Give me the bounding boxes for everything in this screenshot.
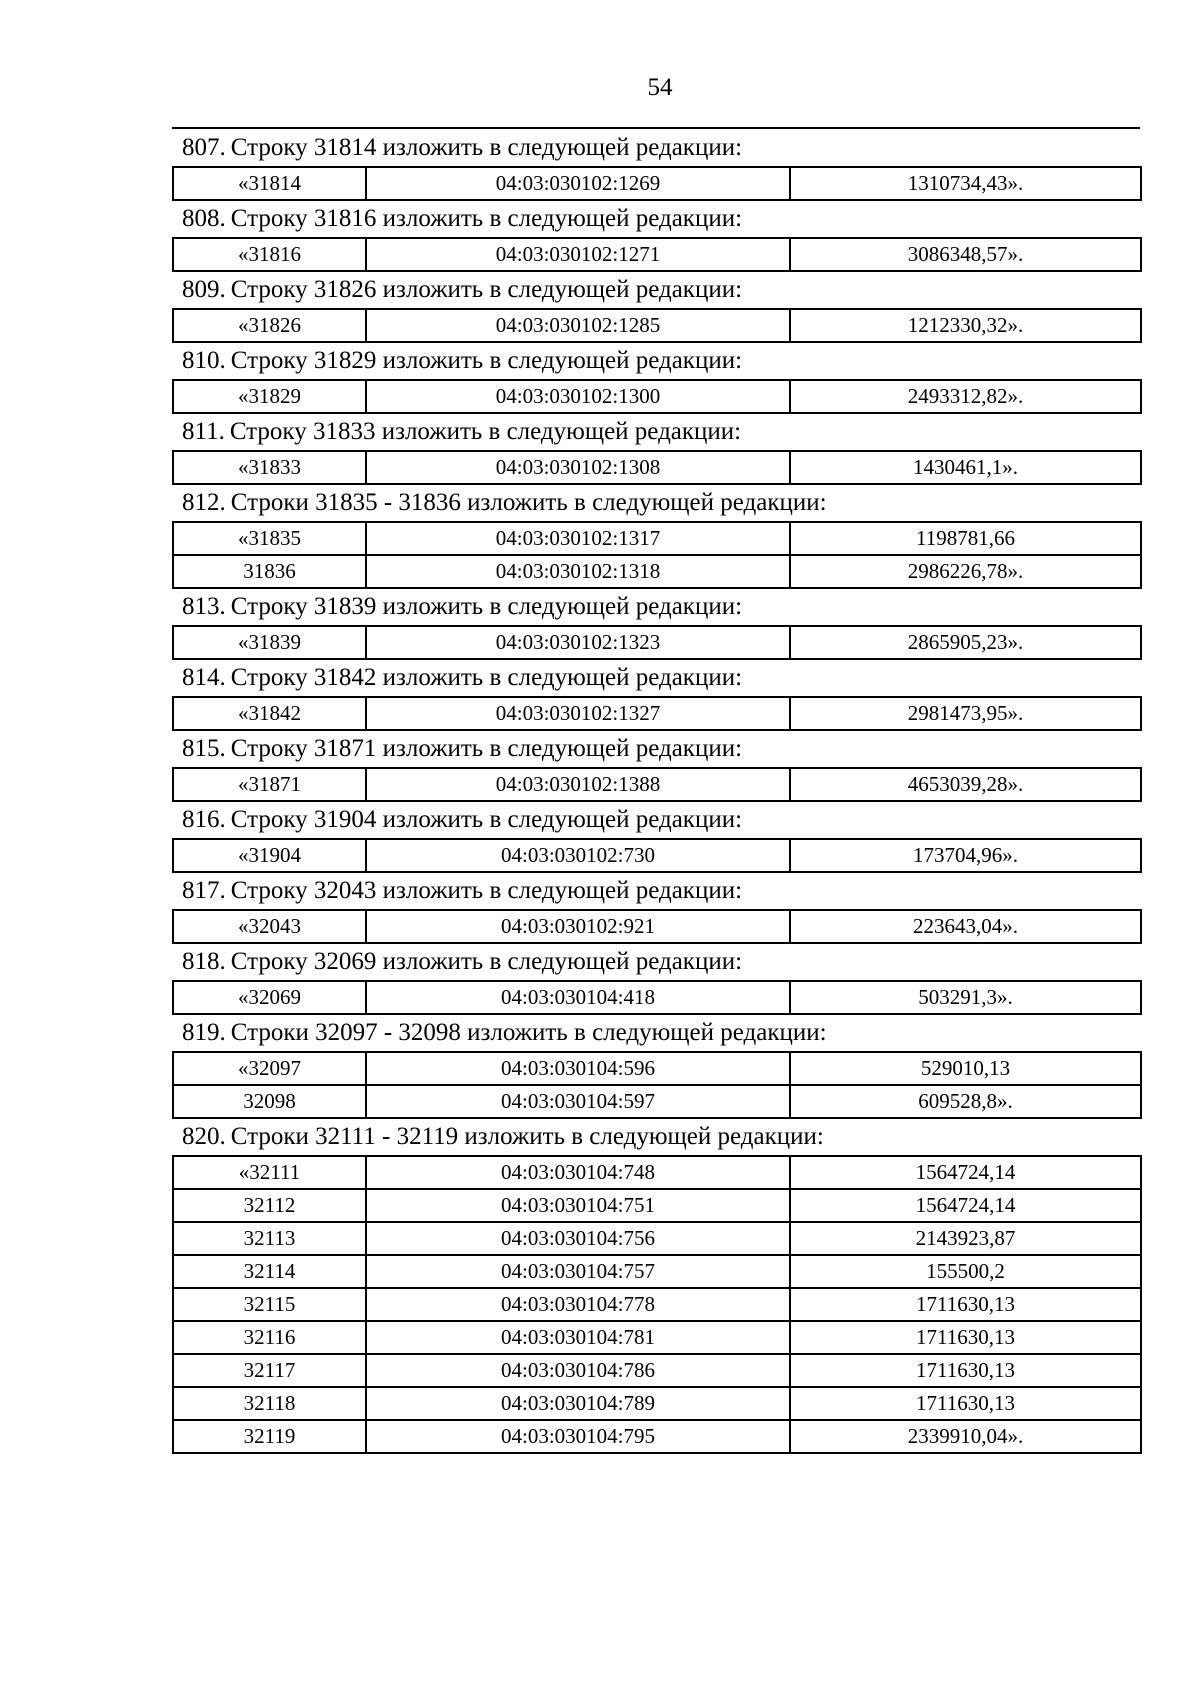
- cadastral-number-cell: 04:03:030102:1317: [366, 522, 790, 555]
- value-cell: 2143923,87: [790, 1222, 1141, 1255]
- section-number: 813.: [182, 593, 226, 620]
- amendment-table: [172, 1155, 1142, 1454]
- cadastral-number-cell: 04:03:030104:418: [366, 981, 790, 1014]
- cadastral-number-cell: 04:03:030102:1327: [366, 697, 790, 730]
- amendment-table: [172, 521, 1142, 589]
- section-heading: [172, 1119, 1140, 1155]
- amendment-table: [172, 308, 1142, 343]
- row-number-cell: «31842: [173, 697, 366, 730]
- amendment-table: [172, 909, 1142, 944]
- cadastral-number-cell: 04:03:030102:730: [366, 839, 790, 872]
- section-number: 815.: [182, 735, 226, 762]
- amendment-table: [172, 696, 1142, 731]
- value-cell: 2339910,04».: [790, 1420, 1141, 1453]
- section-heading: [172, 731, 1140, 767]
- row-number-cell: «31839: [173, 626, 366, 659]
- amendment-table: [172, 166, 1142, 201]
- row-number-cell: «31816: [173, 238, 366, 271]
- cadastral-number-cell: 04:03:030104:596: [366, 1052, 790, 1085]
- row-number-cell: «31814: [173, 167, 366, 200]
- section-number: 816.: [182, 806, 226, 833]
- section-number: 817.: [182, 877, 226, 904]
- section-instruction: Строку 31814 изложить в следующей редакции:: [230, 134, 743, 161]
- amendment-table: [172, 1051, 1142, 1119]
- amendment-table: [172, 625, 1142, 660]
- value-cell: 1711630,13: [790, 1354, 1141, 1387]
- value-cell: 1564724,14: [790, 1189, 1141, 1222]
- section-heading: [172, 130, 1140, 166]
- table-row: [173, 1420, 1141, 1453]
- header-rule: [172, 127, 1140, 129]
- document-body: [172, 130, 1140, 1454]
- section-heading: [172, 873, 1140, 909]
- section-instruction: Строку 31842 изложить в следующей редакции:: [230, 664, 743, 691]
- cadastral-number-cell: 04:03:030102:1271: [366, 238, 790, 271]
- row-number-cell: 32119: [173, 1420, 366, 1453]
- section-number: 811.: [182, 418, 225, 445]
- amendment-table: [172, 379, 1142, 414]
- row-number-cell: «31904: [173, 839, 366, 872]
- cadastral-number-cell: 04:03:030104:786: [366, 1354, 790, 1387]
- row-number-cell: «31835: [173, 522, 366, 555]
- section-number: 807.: [182, 134, 226, 161]
- section-heading: [172, 272, 1140, 308]
- section-number: 810.: [182, 347, 226, 374]
- table-row: [173, 309, 1141, 342]
- table-row: [173, 1321, 1141, 1354]
- row-number-cell: «32097: [173, 1052, 366, 1085]
- cadastral-number-cell: 04:03:030104:756: [366, 1222, 790, 1255]
- cadastral-number-cell: 04:03:030104:781: [366, 1321, 790, 1354]
- section-heading: [172, 589, 1140, 625]
- row-number-cell: «32069: [173, 981, 366, 1014]
- section-heading: [172, 660, 1140, 696]
- value-cell: 155500,2: [790, 1255, 1141, 1288]
- row-number-cell: «31826: [173, 309, 366, 342]
- cadastral-number-cell: 04:03:030104:757: [366, 1255, 790, 1288]
- cadastral-number-cell: 04:03:030102:921: [366, 910, 790, 943]
- table-row: [173, 1085, 1141, 1118]
- cadastral-number-cell: 04:03:030104:597: [366, 1085, 790, 1118]
- row-number-cell: 32113: [173, 1222, 366, 1255]
- table-row: [173, 238, 1141, 271]
- table-row: [173, 522, 1141, 555]
- value-cell: 223643,04».: [790, 910, 1141, 943]
- section-heading: [172, 414, 1140, 450]
- value-cell: 1198781,66: [790, 522, 1141, 555]
- section-instruction: Строку 31839 изложить в следующей редакции:: [230, 593, 743, 620]
- cadastral-number-cell: 04:03:030102:1323: [366, 626, 790, 659]
- section-instruction: Строку 31833 изложить в следующей редакции:: [229, 418, 742, 445]
- section-number: 812.: [182, 489, 226, 516]
- value-cell: 2493312,82».: [790, 380, 1141, 413]
- table-row: [173, 1255, 1141, 1288]
- section-instruction: Строки 32097 - 32098 изложить в следующей редакции:: [230, 1019, 827, 1046]
- value-cell: 2986226,78».: [790, 555, 1141, 588]
- table-row: [173, 768, 1141, 801]
- amendment-table: [172, 767, 1142, 802]
- section-heading: [172, 944, 1140, 980]
- table-row: [173, 1354, 1141, 1387]
- row-number-cell: 32098: [173, 1085, 366, 1118]
- value-cell: 1212330,32».: [790, 309, 1141, 342]
- row-number-cell: 32117: [173, 1354, 366, 1387]
- table-row: [173, 1387, 1141, 1420]
- section-instruction: Строку 31826 изложить в следующей редакции:: [230, 276, 743, 303]
- section-heading: [172, 802, 1140, 838]
- value-cell: 503291,3».: [790, 981, 1141, 1014]
- section-heading: [172, 343, 1140, 379]
- value-cell: 1711630,13: [790, 1321, 1141, 1354]
- value-cell: 609528,8».: [790, 1085, 1141, 1118]
- table-row: [173, 451, 1141, 484]
- value-cell: 1564724,14: [790, 1156, 1141, 1189]
- row-number-cell: «32043: [173, 910, 366, 943]
- table-row: [173, 380, 1141, 413]
- table-row: [173, 626, 1141, 659]
- value-cell: 4653039,28».: [790, 768, 1141, 801]
- section-number: 819.: [182, 1019, 226, 1046]
- cadastral-number-cell: 04:03:030102:1285: [366, 309, 790, 342]
- section-instruction: Строку 31871 изложить в следующей редакции:: [230, 735, 743, 762]
- section-number: 818.: [182, 948, 226, 975]
- amendment-table: [172, 980, 1142, 1015]
- row-number-cell: 32112: [173, 1189, 366, 1222]
- amendment-table: [172, 237, 1142, 272]
- row-number-cell: 32115: [173, 1288, 366, 1321]
- cadastral-number-cell: 04:03:030102:1308: [366, 451, 790, 484]
- row-number-cell: 31836: [173, 555, 366, 588]
- row-number-cell: «31871: [173, 768, 366, 801]
- section-instruction: Строку 31816 изложить в следующей редакции:: [230, 205, 743, 232]
- table-row: [173, 1222, 1141, 1255]
- section-instruction: Строку 31904 изложить в следующей редакции:: [230, 806, 743, 833]
- row-number-cell: 32116: [173, 1321, 366, 1354]
- value-cell: 529010,13: [790, 1052, 1141, 1085]
- value-cell: 3086348,57».: [790, 238, 1141, 271]
- cadastral-number-cell: 04:03:030104:789: [366, 1387, 790, 1420]
- table-row: [173, 697, 1141, 730]
- section-instruction: Строки 32111 - 32119 изложить в следующей редакции:: [230, 1123, 824, 1150]
- cadastral-number-cell: 04:03:030102:1388: [366, 768, 790, 801]
- table-row: [173, 1156, 1141, 1189]
- cadastral-number-cell: 04:03:030104:751: [366, 1189, 790, 1222]
- table-row: [173, 167, 1141, 200]
- value-cell: 1310734,43».: [790, 167, 1141, 200]
- cadastral-number-cell: 04:03:030102:1318: [366, 555, 790, 588]
- table-row: [173, 1288, 1141, 1321]
- cadastral-number-cell: 04:03:030104:778: [366, 1288, 790, 1321]
- cadastral-number-cell: 04:03:030102:1269: [366, 167, 790, 200]
- row-number-cell: «31833: [173, 451, 366, 484]
- section-number: 814.: [182, 664, 226, 691]
- table-row: [173, 555, 1141, 588]
- amendment-table: [172, 450, 1142, 485]
- row-number-cell: 32114: [173, 1255, 366, 1288]
- section-heading: [172, 201, 1140, 237]
- table-row: [173, 839, 1141, 872]
- section-instruction: Строку 32069 изложить в следующей редакции:: [230, 948, 743, 975]
- table-row: [173, 1189, 1141, 1222]
- cadastral-number-cell: 04:03:030104:748: [366, 1156, 790, 1189]
- value-cell: 1711630,13: [790, 1288, 1141, 1321]
- row-number-cell: «32111: [173, 1156, 366, 1189]
- table-row: [173, 1052, 1141, 1085]
- value-cell: 173704,96».: [790, 839, 1141, 872]
- table-row: [173, 910, 1141, 943]
- section-instruction: Строку 31829 изложить в следующей редакции:: [230, 347, 743, 374]
- row-number-cell: «31829: [173, 380, 366, 413]
- section-heading: [172, 1015, 1140, 1051]
- section-number: 809.: [182, 276, 226, 303]
- amendment-table: [172, 838, 1142, 873]
- table-row: [173, 981, 1141, 1014]
- cadastral-number-cell: 04:03:030102:1300: [366, 380, 790, 413]
- value-cell: 2981473,95».: [790, 697, 1141, 730]
- row-number-cell: 32118: [173, 1387, 366, 1420]
- section-number: 808.: [182, 205, 226, 232]
- section-heading: [172, 485, 1140, 521]
- cadastral-number-cell: 04:03:030104:795: [366, 1420, 790, 1453]
- section-number: 820.: [182, 1123, 226, 1150]
- page-number: 54: [647, 74, 673, 101]
- section-instruction: Строки 31835 - 31836 изложить в следующей редакции:: [230, 489, 827, 516]
- value-cell: 2865905,23».: [790, 626, 1141, 659]
- section-instruction: Строку 32043 изложить в следующей редакции:: [230, 877, 743, 904]
- value-cell: 1711630,13: [790, 1387, 1141, 1420]
- value-cell: 1430461,1».: [790, 451, 1141, 484]
